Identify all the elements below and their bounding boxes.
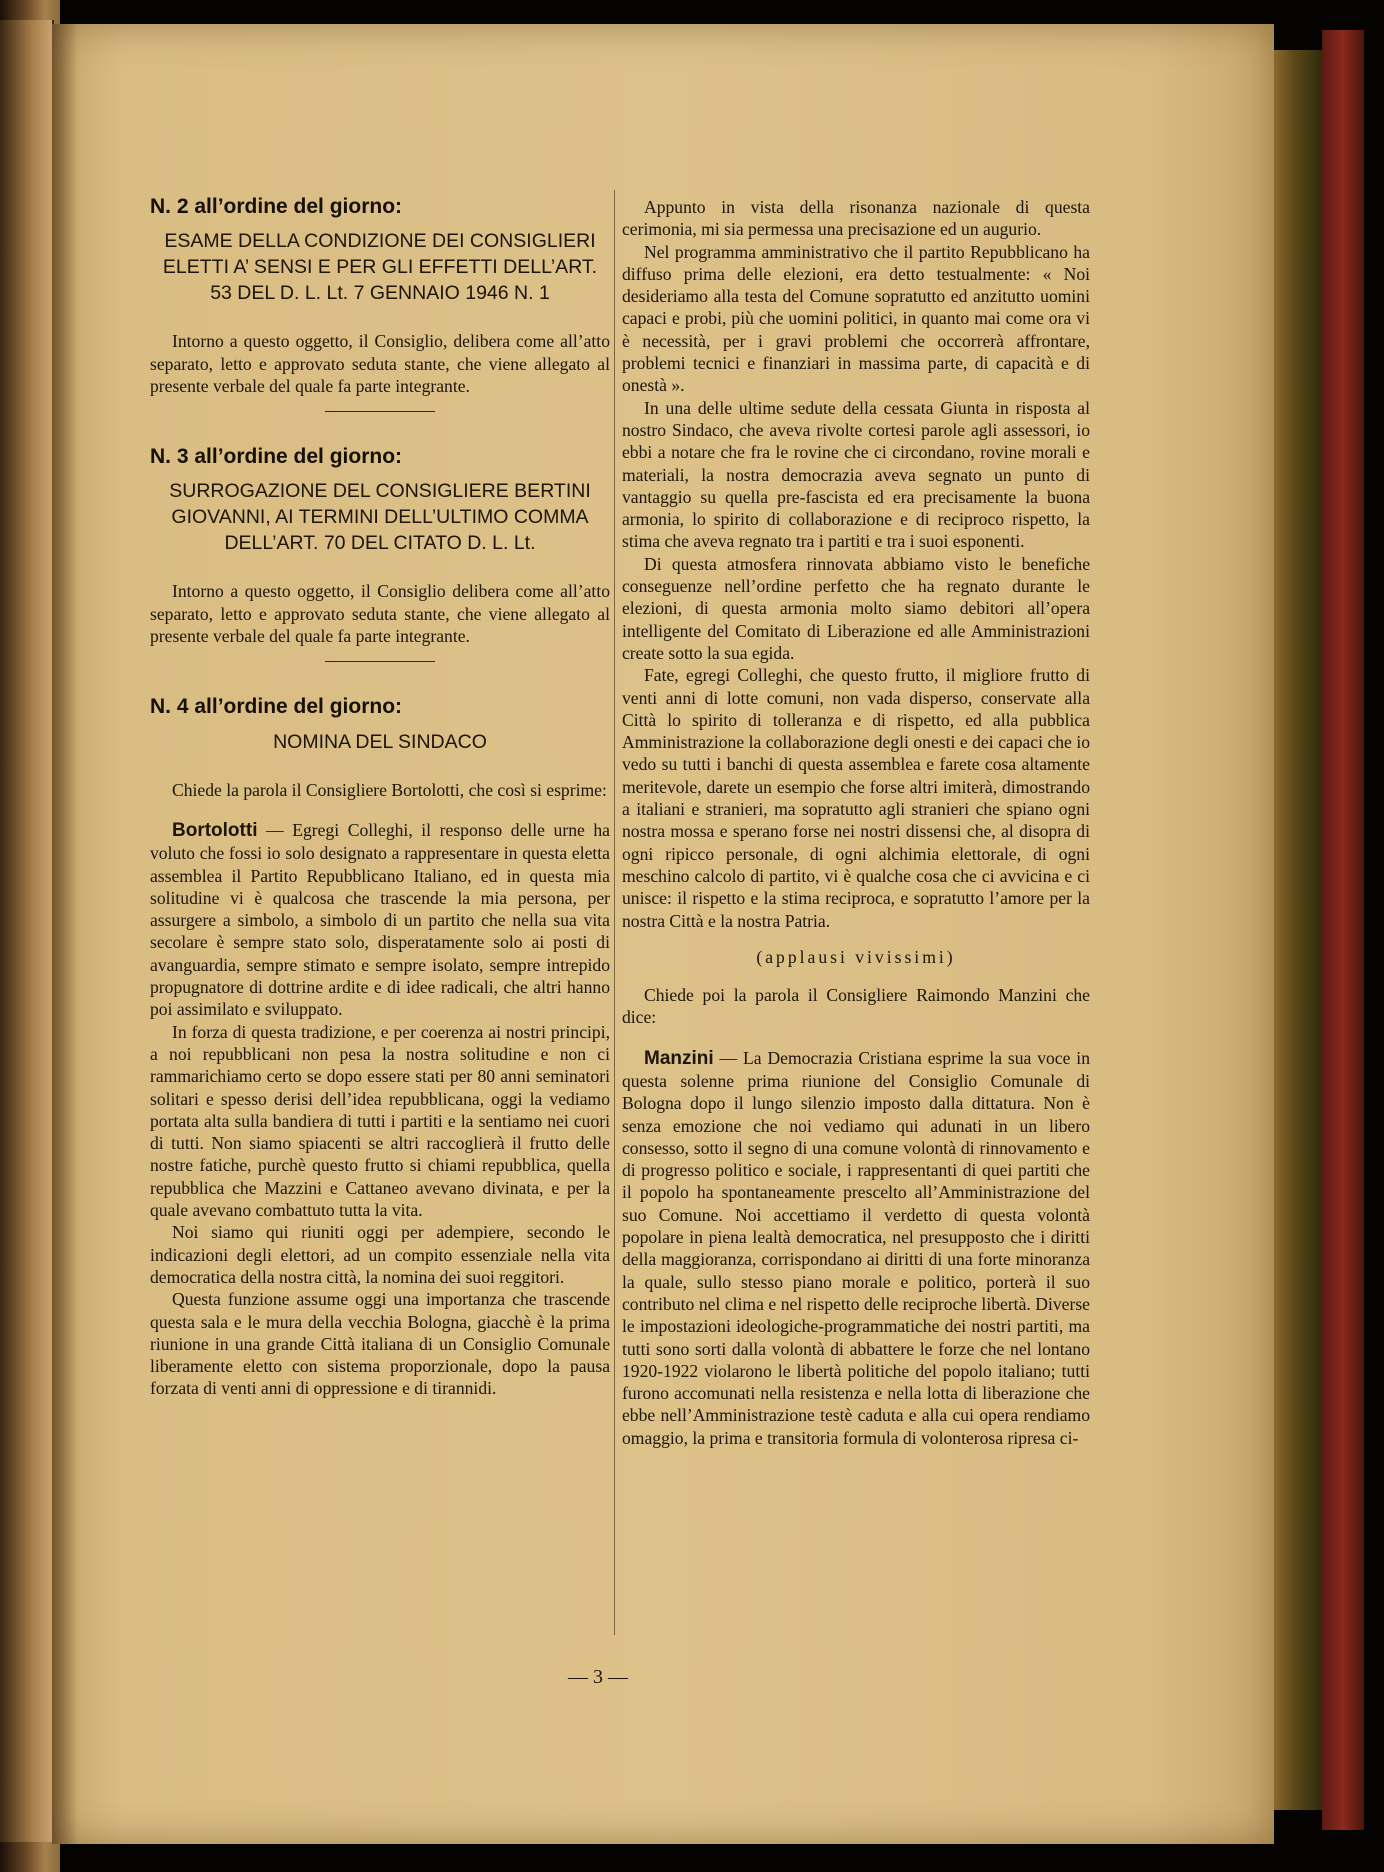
- speaker-name: Bortolotti: [172, 819, 258, 841]
- bortolotti-paragraph-3: Noi siamo qui riuniti oggi per adempiere, secondo le indicazioni degli elettori, ad un compito essenziale nella vita democratica della nostra città, la nomina dei suoi reggitori.: [150, 1222, 610, 1287]
- right-paragraph-3: In una delle ultime sedute della cessata Giunta in risposta al nostro Sindaco, che aveva rivolte cortesi parole agli assessori, io ebbi a notare che fra le rovine che ci circondano, rovine morali e materiali, la nostra democrazia aveva segnato un punto di vantaggio su quella pre-fascista ed era precisamente la buona armonia, lo spirito di collaborazione e di reciproco rispetto, la stima che aveva regnato tra i partiti e tra i suoi esponenti.: [622, 397, 1090, 552]
- agenda-item-4-intro: Chiede la parola il Consigliere Bortolotti, che così si esprime:: [172, 779, 607, 800]
- right-paragraph-5: Fate, egregi Colleghi, che questo frutto, il migliore frutto di venti anni di lotte comuni, non vada disperso, conservate alla Città lo spirito di tolleranza e di rispetto, ed alla pubblica Amministrazione la collaborazione degli onesti e dei capaci che io vedo su tutti i banchi di questa assemblea e farete cosa altamente meritevole, darete un esempio che forse altri imiterà, dimostrando a italiani e stranieri, ma sopratutto agli stranieri che spiano ogni nostra mossa e sperano forse nei nostri dissensi che, al disopra di ogni ripicco personale, di ogni alchimia elettorale, di ogni meschino calcolo di partito, vi è qualche cosa che ci avvicina e ci unisce: il rispetto e la stima reciproca, e sopratutto l’amore per la nostra Città e la nostra Patria.: [622, 665, 1090, 931]
- book-cover-edge: [1322, 30, 1364, 1830]
- right-paragraph-1: Appunto in vista della risonanza nazionale di questa cerimonia, mi sia permessa una precisazione ed un augurio.: [622, 197, 1090, 240]
- bortolotti-speech: [150, 819, 610, 1021]
- bortolotti-paragraph-2: In forza di questa tradizione, e per coerenza ai nostri principi, a noi repubblicani non pesa la nostra solitudine e non ci rammarichiamo certo se dopo essere stati per 80 anni seminatori solitari e spesso derisi dell’idea repubblicana, oggi la vediamo portata alta sulla bandiera di tutti i partiti e la sentiamo nei cuori di tutti. Non siamo spiacenti se altri raccoglierà il frutto delle nostre fatiche, purchè questo frutto si chiami repubblica, quella repubblica che Mazzini e Cattaneo avevano divinata, e per la quale avevano combattuto tutta la vita.: [150, 1021, 610, 1221]
- manzini-speech: [622, 1047, 1090, 1449]
- right-paragraph-2: Nel programma amministrativo che il partito Repubblicano ha diffuso prima delle elezioni, era detto testualmente: « Noi desideriamo alla testa del Comune sopratutto ed anzitutto uomini capaci e probi, più che uomini politici, in quanto mai come ora vi è necessità, per i gravi problemi che occorrerà affrontare, problemi tecnici e finanziari in massima parte, di capacità e di onestà ».: [622, 241, 1090, 396]
- agenda-item-2-heading: N. 2 all’ordine del giorno:: [150, 195, 403, 218]
- right-paragraph-4: Di questa atmosfera rinnovata abbiamo visto le benefiche conseguenze nell’ordine perfetto che ha regnato durante le elezioni, di questa armonia molto siamo debitori all’opera intelligente del Comitato di Liberazione ed alle Amministrazioni create sotto la sua egida.: [622, 553, 1090, 663]
- section-divider: [325, 661, 435, 662]
- page-gutter-shadow: [52, 24, 78, 1844]
- speaker-name: Manzini: [644, 1047, 714, 1069]
- facing-page-edge: [0, 20, 54, 1842]
- agenda-item-3-heading: N. 3 all’ordine del giorno:: [150, 445, 403, 469]
- manzini-intro: Chiede poi la parola il Consigliere Raimondo Manzini che dice:: [622, 985, 1090, 1028]
- left-column: [150, 196, 610, 1400]
- agenda-item-2-body: Intorno a questo oggetto, il Consiglio, delibera come all’atto separato, letto e approvato seduta stante, che viene allegato al presente verbale del quale fa parte integrante.: [150, 331, 610, 396]
- right-column: [622, 196, 1090, 1449]
- page-block-edge: [1274, 50, 1322, 1810]
- agenda-item-3-subject: SURROGAZIONE DEL CONSIGLIERE BERTINI GIOVANNI, AI TERMINI DELL’ULTIMO COMMA DELL’ART. 70 DEL CITATO D. L. Lt.: [169, 480, 591, 555]
- agenda-item-4-heading: N. 4 all’ordine del giorno:: [150, 695, 403, 719]
- agenda-item-4-subject: NOMINA DEL SINDACO: [273, 730, 487, 753]
- section-divider: [325, 411, 435, 412]
- page-number: — 3 —: [568, 1666, 628, 1688]
- bortolotti-paragraph-4: Questa funzione assume oggi una importanza che trascende questa sala e le mura della vecchia Bologna, giacchè è la prima riunione in una grande Città italiana di un Consiglio Comunale liberamente eletto con sistema proporzionale, dopo la pausa forzata di venti anni di oppressione e di tirannidi.: [150, 1289, 610, 1399]
- speech-text: — Egregi Colleghi, il responso delle urne ha voluto che fossi io solo designato a rappresentare in questa eletta assemblea il Partito Repubblicano Italiano, ed in questa mia solitudine vi è qualcosa che trascende la mia persona, per assurgere a simbolo, a simbolo di un partito che nella sua vita secolare è sempre stato solo, disperatamente solo ai posti di avanguardia, sempre stimato e sempre isolato, sempre intrepido propugnatore di dottrine ardite e di idee radicali, che altri hanno poi assimilato e sviluppato.: [150, 819, 610, 1020]
- applause-note: (applausi vivissimi): [756, 946, 956, 967]
- agenda-item-2-subject: ESAME DELLA CONDIZIONE DEI CONSIGLIERI ELETTI A’ SENSI E PER GLI EFFETTI DELL’ART. 53 DEL D. L. Lt. 7 GENNAIO 1946 N. 1: [162, 230, 598, 305]
- column-divider: [614, 190, 615, 1635]
- agenda-item-3-body: Intorno a questo oggetto, il Consiglio delibera come all’atto separato, letto e approvato seduta stante, che viene allegato al presente verbale del quale fa parte integrante.: [150, 581, 610, 647]
- speech-text: — La Democrazia Cristiana esprime la sua voce in questa solenne prima riunione del Consiglio Comunale di Bologna dopo il lungo silenzio imposto dalla dittatura. Non è senza emozione che noi vediamo qui adunati in un libero consesso, sotto il segno di una comune volontà di rinnovamento e di progresso politico e sociale, i rappresentanti di quei partiti che il popolo ha spontaneamente prescelto all’Amministrazione del suo Comune. Noi accettiamo il verdetto di questa volontà popolare in piena lealtà democratica, nel presupposto che i diritti della maggioranza, corrispondano ai diritti di una forte minoranza la quale, sullo stesso piano morale e politico, porterà il suo contributo nel clima e nel rispetto delle reciproche libertà. Diverse le impostazioni ideologiche-programmatiche dei nostri partiti, ma tutti sono sorti dalla volontà di abbattere le forze che nel lontano 1920-1922 violarono le libertà politiche del popolo italiano; tutti furono accomunati nella resistenza e nella lotta di liberazione che ebbe nell’Amministrazione testè caduta e alla cui opera rendiamo omaggio, la prima e transitoria formula di volonterosa ripresa ci-: [622, 1047, 1090, 1448]
